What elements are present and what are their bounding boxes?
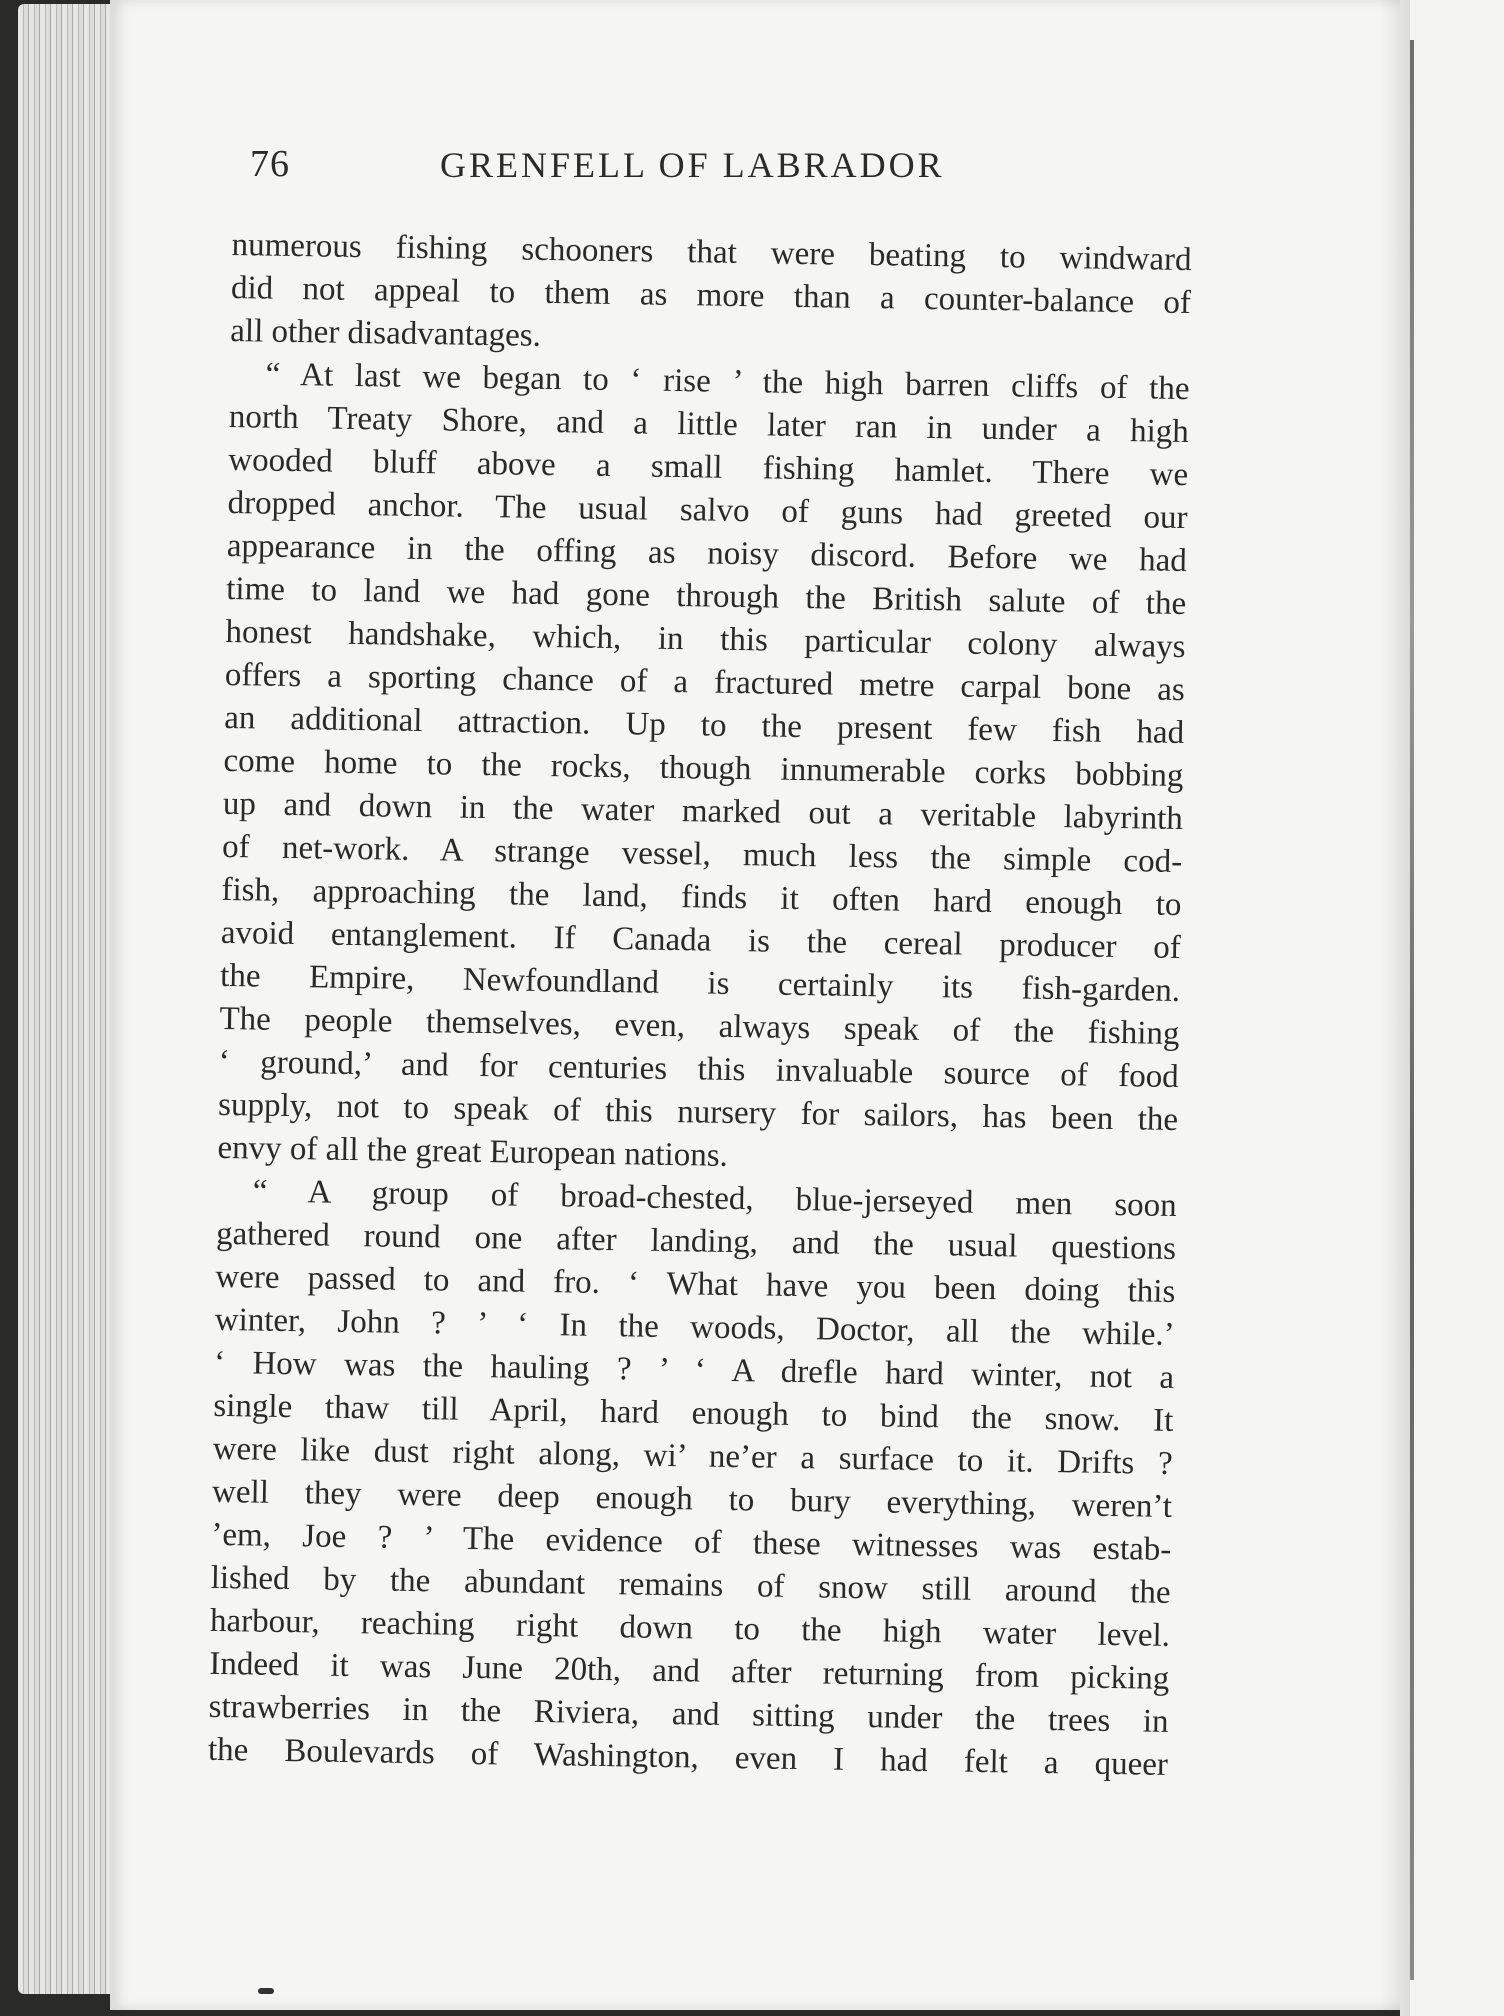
text-line: come home to the rocks, though innumerable corks bobbing bbox=[223, 742, 1184, 795]
text-line: appearance in the offing as noisy discord. Before we had bbox=[226, 527, 1188, 580]
text-line: numerous fishing schooners that were beating to windward bbox=[231, 226, 1192, 279]
text-line: dropped anchor. The usual salvo of guns had greeted our bbox=[227, 484, 1188, 537]
text-line: fish, approaching the land, finds it often hard enough to bbox=[221, 871, 1182, 923]
text-line: honest handshake, which, in this particular colony always bbox=[225, 613, 1186, 666]
text-line: did not appeal to them as more than a counter-balance of bbox=[230, 269, 1192, 322]
binding-line bbox=[1410, 40, 1414, 1980]
text-line: winter, John ? ’ ‘ In the woods, Doctor, all the while.’ bbox=[214, 1301, 1175, 1353]
text-line: supply, not to speak of this nursery for sailors, has been the bbox=[217, 1086, 1179, 1138]
ink-speck bbox=[258, 1988, 274, 1994]
text-line: avoid entanglement. If Canada is the cereal producer of bbox=[220, 914, 1182, 966]
text-line: ’em, Joe ? ’ The evidence of these witnesses was estab- bbox=[211, 1516, 1172, 1568]
running-title: GRENFELL OF LABRADOR bbox=[440, 145, 945, 185]
binding-shadow bbox=[1380, 0, 1410, 2016]
text-line: “ A group of broad-chested, blue-jerseyed men soon bbox=[252, 1173, 1177, 1224]
text-line: north Treaty Shore, and a little later ran in under a high bbox=[228, 398, 1190, 451]
text-line: The people themselves, even, always speak of the fishing bbox=[219, 1000, 1180, 1052]
text-line: strawberries in the Riviera, and sitting under the trees in bbox=[208, 1688, 1169, 1740]
text-line: Indeed it was June 20th, and after returning from picking bbox=[209, 1645, 1170, 1697]
text-line: the Boulevards of Washington, even I had felt a queer bbox=[207, 1731, 1169, 1783]
text-line: ‘ ground,’ and for centuries this invaluable source of food bbox=[218, 1043, 1180, 1095]
text-line: well they were deep enough to bury everything, weren’t bbox=[211, 1473, 1173, 1525]
text-line: offers a sporting chance of a fractured metre carpal bone as bbox=[224, 656, 1186, 709]
text-line: gathered round one after landing, and the usual questions bbox=[215, 1215, 1177, 1267]
text-line: an additional attraction. Up to the present few fish had bbox=[223, 699, 1185, 752]
text-line: single thaw till April, hard enough to bind the snow. It bbox=[213, 1387, 1174, 1439]
text-line: envy of all the great European nations. bbox=[217, 1129, 729, 1174]
text-line: time to land we had gone through the British salute of the bbox=[225, 570, 1187, 623]
text-line: wooded bluff above a small fishing hamlet. There we bbox=[228, 441, 1189, 494]
running-head bbox=[250, 142, 1170, 202]
text-line: ‘ How was the hauling ? ’ ‘ A drefle hard winter, not a bbox=[213, 1344, 1175, 1396]
text-line: of net-work. A strange vessel, much less the simple cod- bbox=[221, 828, 1183, 880]
text-line: harbour, reaching right down to the high water level. bbox=[209, 1602, 1171, 1654]
facing-page-edge bbox=[1400, 0, 1504, 2016]
text-line: were passed to and fro. ‘ What have you been doing this bbox=[215, 1258, 1176, 1310]
text-line: were like dust right along, wi’ ne’er a surface to it. Drifts ? bbox=[212, 1430, 1173, 1482]
text-line: all other disadvantages. bbox=[230, 312, 542, 354]
text-line: up and down in the water marked out a veritable labyrinth bbox=[222, 785, 1184, 838]
page-number: 76 bbox=[250, 143, 290, 185]
body-text bbox=[208, 224, 1192, 1787]
text-line: lished by the abundant remains of snow still around the bbox=[210, 1559, 1171, 1611]
text-line: the Empire, Newfoundland is certainly its fish-garden. bbox=[219, 957, 1181, 1009]
text-line: “ At last we began to ‘ rise ’ the high barren cliffs of the bbox=[265, 356, 1190, 408]
